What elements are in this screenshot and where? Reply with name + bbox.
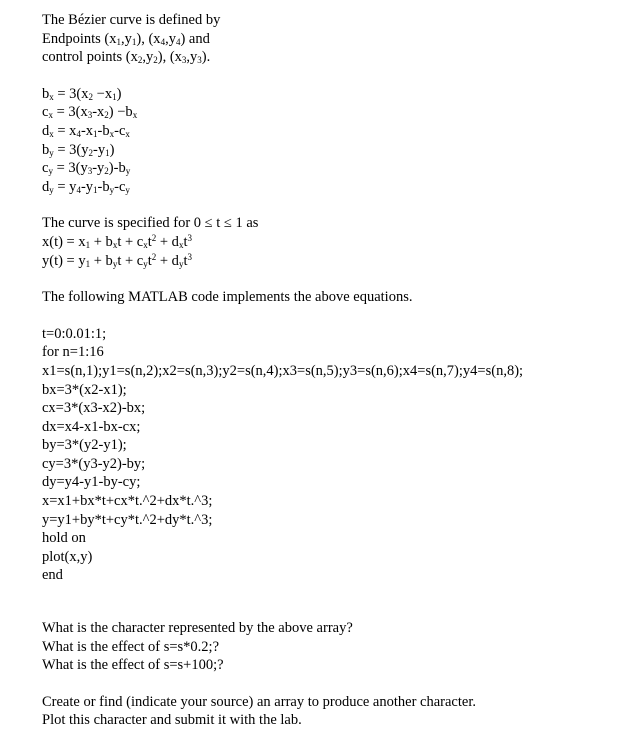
subscript: 1 xyxy=(93,184,98,195)
subscript: 1 xyxy=(105,147,110,158)
subscript: 4 xyxy=(175,36,181,47)
text-segment: = 3(x xyxy=(53,85,89,102)
equation-cy xyxy=(42,159,612,178)
code-line: t=0:0.01:1; xyxy=(42,325,107,342)
code-line: plot(x,y) xyxy=(42,548,93,565)
code-line: y=y1+by*t+cy*t.^2+dy*t.^3; xyxy=(42,511,213,528)
subscript: 1 xyxy=(85,239,91,250)
code-line: for n=1:16 xyxy=(42,344,104,361)
subscript: 3 xyxy=(87,110,93,121)
subscript: y xyxy=(143,258,148,269)
question-3: What is the effect of s=s+100;? xyxy=(42,657,224,674)
text-segment: = 3(y xyxy=(53,141,89,158)
text-segment: -y xyxy=(93,141,106,158)
subscript: 1 xyxy=(112,91,117,102)
subscript: y xyxy=(178,258,184,269)
closing-section xyxy=(42,693,612,730)
intro-line-2 xyxy=(42,30,612,49)
text-segment: + d xyxy=(156,252,179,269)
subscript: 2 xyxy=(104,166,109,177)
subscript: x xyxy=(112,239,118,250)
text-segment: -y xyxy=(80,178,94,195)
coefficient-equations xyxy=(42,85,612,197)
text-segment: -x xyxy=(92,104,105,121)
equation-x-of-t xyxy=(42,233,612,252)
subscript: 3 xyxy=(87,166,93,177)
subscript: y xyxy=(125,166,131,177)
text-segment: ) −b xyxy=(108,104,133,121)
text-segment: -c xyxy=(114,178,126,195)
text-segment: t xyxy=(183,233,188,250)
code-line: cy=3*(y3-y2)-by; xyxy=(42,455,146,472)
text-segment: = 3(y xyxy=(52,160,88,177)
text-segment: + d xyxy=(156,233,179,250)
text-segment: b xyxy=(42,85,50,102)
matlab-intro: The following MATLAB code implements the above equations. xyxy=(42,289,413,306)
superscript: 3 xyxy=(187,232,192,243)
text-segment: -b xyxy=(97,122,110,139)
subscript: 4 xyxy=(76,184,81,195)
subscript: y xyxy=(109,184,115,195)
subscript: x xyxy=(178,239,184,250)
code-line: end xyxy=(42,567,63,584)
subscript: 2 xyxy=(153,55,158,66)
question-1: What is the character represented by the above array? xyxy=(42,620,353,637)
code-line: x1=s(n,1);y1=s(n,2);x2=s(n,3);y2=s(n,4);x3=s(n,5);y3=s(n,6);x4=s(n,7);y4=s(n,8); xyxy=(42,362,524,379)
code-line: bx=3*(x2-x1); xyxy=(42,381,127,398)
text-segment: Endpoints (x xyxy=(42,30,117,47)
code-line: hold on xyxy=(42,530,86,547)
text-segment: y(t) = y xyxy=(42,252,86,269)
subscript: 2 xyxy=(88,91,94,102)
text-segment: -y xyxy=(92,160,105,177)
intro-section xyxy=(42,11,612,67)
intro-line-3 xyxy=(42,48,612,67)
equation-by xyxy=(42,141,612,160)
text-segment: ), (x xyxy=(157,49,182,66)
text-segment: -x xyxy=(80,122,94,139)
superscript: 2 xyxy=(151,251,157,262)
question-2: What is the effect of s=s*0.2;? xyxy=(42,638,220,655)
text-segment: t + c xyxy=(117,233,144,250)
text-segment: -b xyxy=(97,178,110,195)
subscript: 3 xyxy=(181,55,187,66)
equation-dx xyxy=(42,122,612,141)
subscript: y xyxy=(49,184,54,195)
text-segment: )-b xyxy=(108,160,126,177)
text-segment: d xyxy=(42,178,50,195)
subscript: x xyxy=(132,110,138,121)
text-segment: = x xyxy=(53,122,77,139)
text-segment: + b xyxy=(90,252,113,269)
subscript: y xyxy=(49,147,54,158)
text-segment: t xyxy=(183,252,188,269)
text-segment: ,y xyxy=(165,30,176,47)
subscript: 2 xyxy=(104,110,109,121)
text-segment: -c xyxy=(114,122,126,139)
subscript: 2 xyxy=(137,55,143,66)
text-segment: = y xyxy=(53,178,77,195)
matlab-code-block xyxy=(42,325,612,585)
subscript: 3 xyxy=(197,55,202,66)
text-segment: t xyxy=(147,252,152,269)
equation-cx xyxy=(42,103,612,122)
text-segment: control points (x xyxy=(42,49,138,66)
text-segment: ), (x xyxy=(136,30,161,47)
text-segment: ). xyxy=(201,49,211,66)
subscript: y xyxy=(112,258,118,269)
subscript: x xyxy=(49,91,54,102)
intro-line-1: The Bézier curve is defined by xyxy=(42,12,221,28)
subscript: x xyxy=(48,110,53,121)
closing-line-2: Plot this character and submit it with the lab. xyxy=(42,712,302,729)
text-segment: c xyxy=(42,104,49,121)
text-segment: x(t) = x xyxy=(42,233,86,250)
text-segment: + b xyxy=(90,233,113,250)
text-segment: ) and xyxy=(180,30,210,47)
code-line: dx=x4-x1-bx-cx; xyxy=(42,418,141,435)
questions-section xyxy=(42,619,612,675)
text-segment: t + c xyxy=(117,252,144,269)
closing-line-1: Create or find (indicate your source) an array to produce another character. xyxy=(42,693,476,710)
subscript: 1 xyxy=(116,36,122,47)
text-segment: t xyxy=(147,233,152,250)
lab-document xyxy=(42,11,612,730)
code-line: cx=3*(x3-x2)-bx; xyxy=(42,400,146,417)
subscript: 4 xyxy=(76,128,81,139)
subscript: 2 xyxy=(88,147,94,158)
curve-definition xyxy=(42,214,612,270)
text-segment: c xyxy=(42,160,49,177)
text-segment: ) xyxy=(109,141,115,158)
text-segment: −x xyxy=(93,85,113,102)
subscript: x xyxy=(109,128,115,139)
curve-intro: The curve is specified for 0 ≤ t ≤ 1 as xyxy=(42,215,259,232)
text-segment: ,y xyxy=(142,49,154,66)
code-line: dy=y4-y1-by-cy; xyxy=(42,474,141,491)
code-line: x=x1+bx*t+cx*t.^2+dx*t.^3; xyxy=(42,493,213,510)
subscript: y xyxy=(48,166,53,177)
subscript: x xyxy=(125,128,130,139)
text-segment: d xyxy=(42,122,50,139)
subscript: 1 xyxy=(131,36,137,47)
text-segment: ,y xyxy=(186,49,198,66)
superscript: 3 xyxy=(187,251,192,262)
superscript: 2 xyxy=(151,232,157,243)
equation-y-of-t xyxy=(42,252,612,271)
text-segment: = 3(x xyxy=(52,104,88,121)
subscript: y xyxy=(125,184,130,195)
text-segment: ) xyxy=(116,85,122,102)
subscript: 1 xyxy=(85,258,91,269)
equation-dy xyxy=(42,178,612,197)
equation-bx xyxy=(42,85,612,104)
code-line: by=3*(y2-y1); xyxy=(42,437,127,454)
subscript: 4 xyxy=(160,36,166,47)
subscript: x xyxy=(143,239,148,250)
subscript: 1 xyxy=(93,128,98,139)
subscript: x xyxy=(49,128,54,139)
text-segment: b xyxy=(42,141,50,158)
text-segment: ,y xyxy=(121,30,132,47)
